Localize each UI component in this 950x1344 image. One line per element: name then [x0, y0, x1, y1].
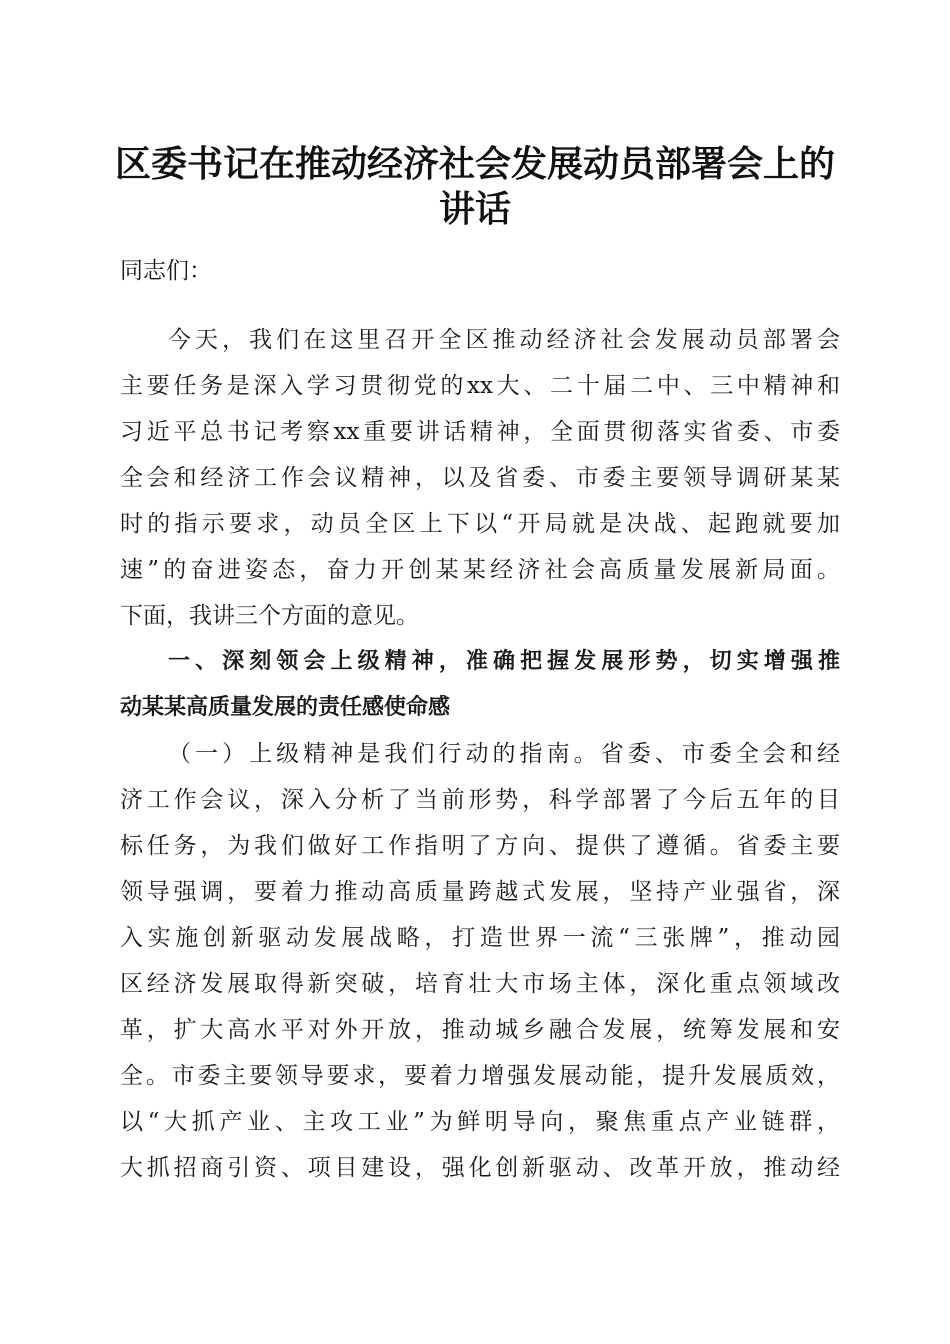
- paragraph-line: 全会和经济工作会议精神，以及省委、市委主要领导调研某某: [120, 465, 840, 491]
- paragraph-line: 入实施创新驱动发展战略，打造世界一流“三张牌”，推动园: [120, 925, 840, 951]
- paragraph-line: 今天，我们在这里召开全区推动经济社会发展动员部署会: [168, 327, 840, 353]
- paragraph-line: 时的指示要求，动员全区上下以“开局就是决战、起跑就要加: [120, 511, 840, 537]
- paragraph-line: 全。市委主要领导要求，要着力增强发展动能，提升发展质效，: [120, 1063, 840, 1089]
- paragraph-line: 主要任务是深入学习贯彻党的xx大、二十届二中、三中精神和: [120, 373, 840, 399]
- paragraph-line: 济工作会议，深入分析了当前形势，科学部署了今后五年的目: [120, 787, 840, 813]
- section-heading-line: 一、深刻领会上级精神，准确把握发展形势，切实增强推: [168, 649, 840, 674]
- document-title-line-1: 区委书记在推动经济社会发展动员部署会上的: [114, 143, 835, 185]
- paragraph-line: 速”的奋进姿态，奋力开创某某经济社会高质量发展新局面。: [120, 557, 840, 583]
- paragraph-line: 以“大抓产业、主攻工业”为鲜明导向，聚焦重点产业链群，: [120, 1109, 840, 1135]
- section-heading-line: 动某某高质量发展的责任感使命感: [120, 695, 451, 720]
- paragraph-line: 领导强调，要着力推动高质量跨越式发展，坚持产业强省，深: [120, 879, 840, 905]
- salutation: 同志们：: [120, 258, 212, 284]
- document-title-line-2: 讲话: [438, 188, 511, 230]
- paragraph-line: 标任务，为我们做好工作指明了方向、提供了遵循。省委主要: [120, 833, 840, 859]
- paragraph-line: 革，扩大高水平对外开放，推动城乡融合发展，统筹发展和安: [120, 1017, 840, 1043]
- paragraph-line: 习近平总书记考察xx重要讲话精神，全面贯彻落实省委、市委: [120, 419, 840, 445]
- paragraph-line: （一）上级精神是我们行动的指南。省委、市委全会和经: [168, 741, 840, 767]
- paragraph-line: 下面，我讲三个方面的意见。: [120, 603, 419, 629]
- paragraph-line: 大抓招商引资、项目建设，强化创新驱动、改革开放，推动经: [120, 1155, 840, 1181]
- paragraph-line: 区经济发展取得新突破，培育壮大市场主体，深化重点领域改: [120, 971, 840, 997]
